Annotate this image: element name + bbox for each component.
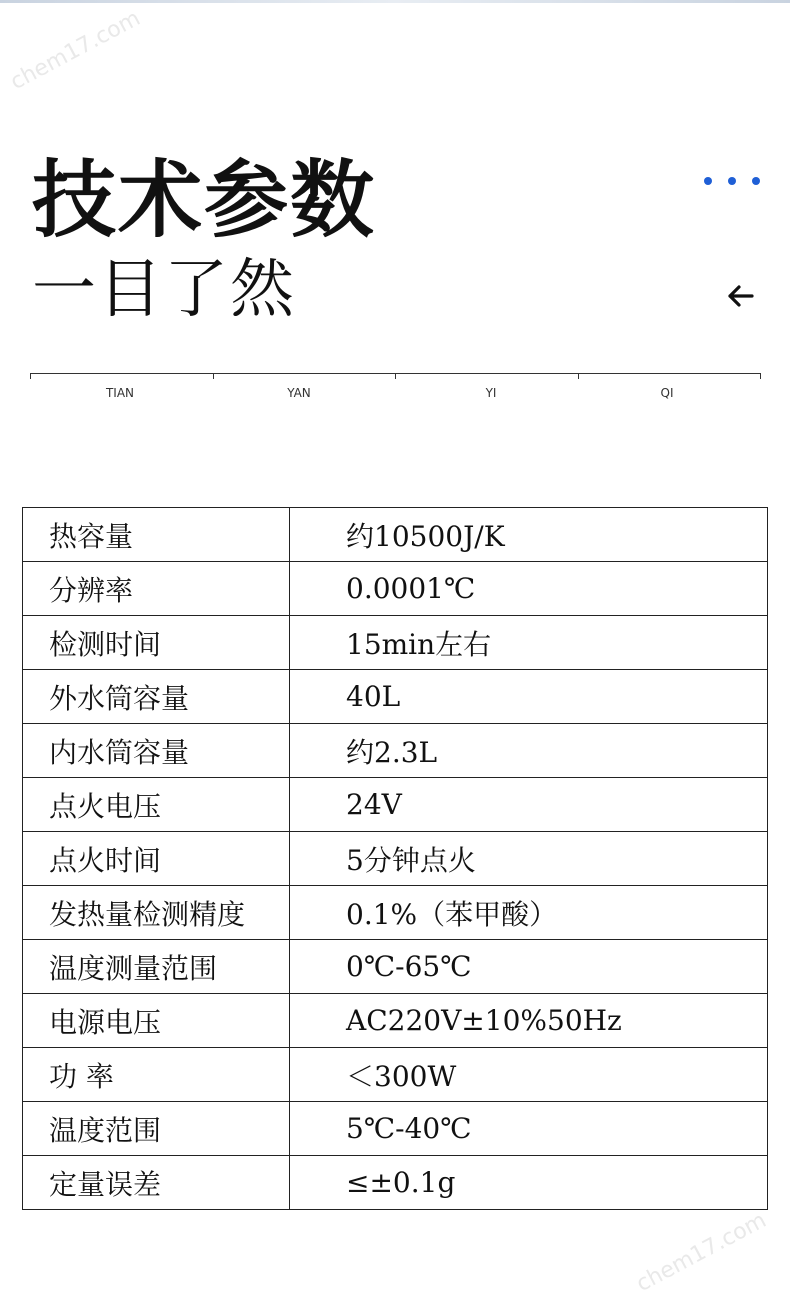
spec-label: 点火电压 bbox=[23, 778, 290, 832]
watermark: chem17.com bbox=[6, 5, 145, 96]
dot bbox=[752, 177, 760, 185]
top-decor-strip bbox=[0, 0, 790, 3]
table-row bbox=[23, 886, 768, 940]
spec-value: ≤±0.1g bbox=[290, 1156, 768, 1210]
table-row bbox=[23, 508, 768, 562]
watermark: chem17.com bbox=[632, 1207, 771, 1298]
table-row bbox=[23, 1048, 768, 1102]
ruler-labels bbox=[30, 386, 761, 404]
spec-value: 24V bbox=[290, 778, 768, 832]
ruler-tick bbox=[760, 373, 761, 379]
ruler-label: YAN bbox=[287, 386, 311, 400]
spec-label: 分辨率 bbox=[23, 562, 290, 616]
spec-value: 约10500J/K bbox=[290, 508, 768, 562]
spec-value: 0.1%（苯甲酸） bbox=[290, 886, 768, 940]
table-row bbox=[23, 994, 768, 1048]
ruler-label: QI bbox=[660, 386, 674, 400]
dot bbox=[704, 177, 712, 185]
spec-value: 5℃-40℃ bbox=[290, 1102, 768, 1156]
table-row bbox=[23, 1102, 768, 1156]
table-row bbox=[23, 940, 768, 994]
page-title: 技术参数 bbox=[32, 150, 377, 249]
spec-table bbox=[22, 507, 768, 1210]
spec-label: 定量误差 bbox=[23, 1156, 290, 1210]
table-row bbox=[23, 670, 768, 724]
spec-value: 40L bbox=[290, 670, 768, 724]
spec-value: 5分钟点火 bbox=[290, 832, 768, 886]
spec-label: 内水筒容量 bbox=[23, 724, 290, 778]
table-row bbox=[23, 562, 768, 616]
spec-label: 热容量 bbox=[23, 508, 290, 562]
arrow-left-icon[interactable] bbox=[722, 278, 758, 314]
table-row bbox=[23, 616, 768, 670]
spec-value: ＜300W bbox=[290, 1048, 768, 1102]
table-row bbox=[23, 832, 768, 886]
spec-value: 0℃-65℃ bbox=[290, 940, 768, 994]
ruler-tick bbox=[395, 373, 396, 379]
ruler-label: YI bbox=[485, 386, 497, 400]
spec-label: 检测时间 bbox=[23, 616, 290, 670]
ruler-tick bbox=[30, 373, 31, 379]
ruler-tick bbox=[213, 373, 214, 379]
spec-label: 温度测量范围 bbox=[23, 940, 290, 994]
table-row bbox=[23, 1156, 768, 1210]
table-row bbox=[23, 724, 768, 778]
spec-label: 温度范围 bbox=[23, 1102, 290, 1156]
spec-label: 功 率 bbox=[23, 1048, 290, 1102]
spec-value: 15min左右 bbox=[290, 616, 768, 670]
spec-label: 发热量检测精度 bbox=[23, 886, 290, 940]
table-row bbox=[23, 778, 768, 832]
ruler-tick bbox=[578, 373, 579, 379]
spec-value: AC220V±10%50Hz bbox=[290, 994, 768, 1048]
ruler bbox=[30, 373, 761, 381]
spec-value: 约2.3L bbox=[290, 724, 768, 778]
spec-label: 点火时间 bbox=[23, 832, 290, 886]
ruler-label: TIAN bbox=[105, 386, 135, 400]
spec-label: 外水筒容量 bbox=[23, 670, 290, 724]
ellipsis-dots-icon[interactable] bbox=[704, 176, 760, 186]
dot bbox=[728, 177, 736, 185]
page-subtitle: 一目了然 bbox=[32, 253, 296, 327]
spec-value: 0.0001℃ bbox=[290, 562, 768, 616]
spec-label: 电源电压 bbox=[23, 994, 290, 1048]
